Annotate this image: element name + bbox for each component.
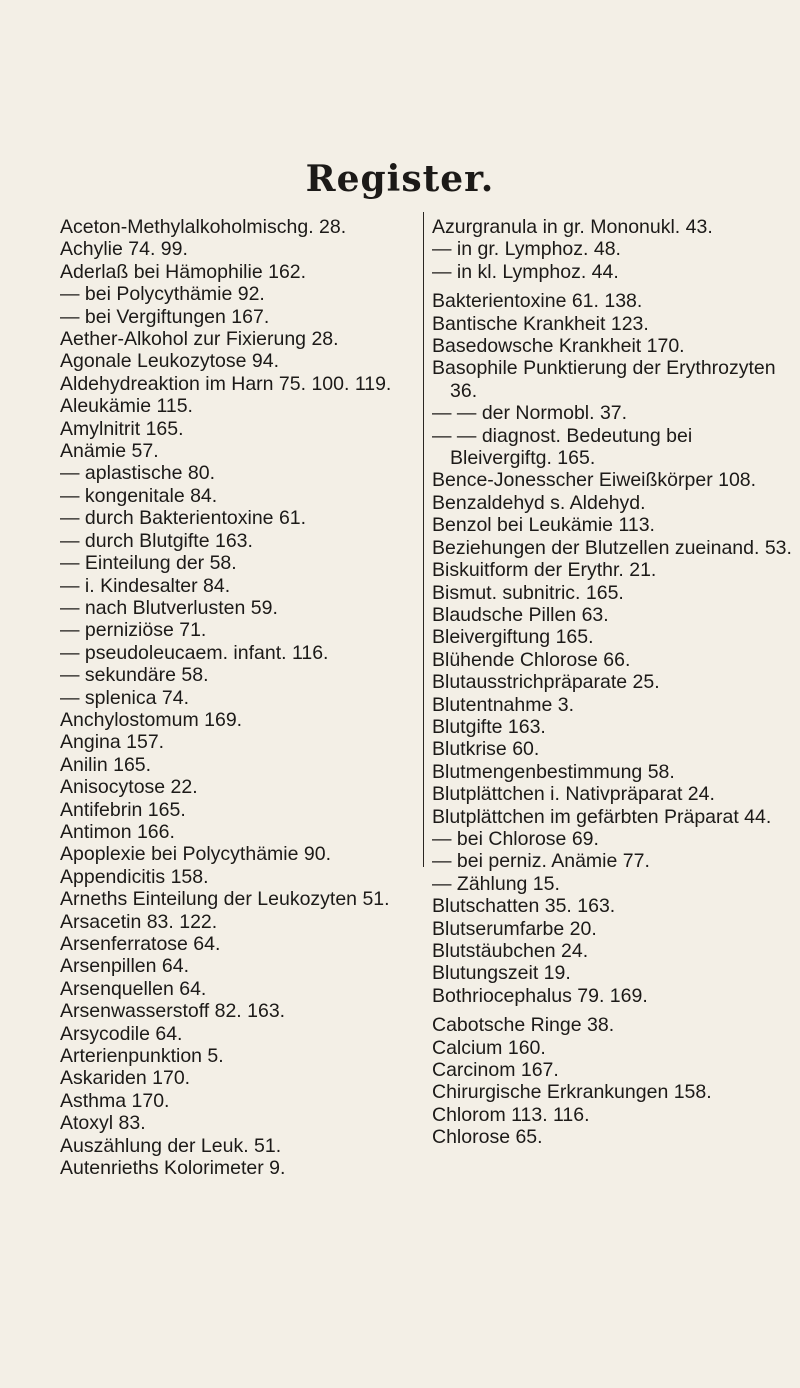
index-entry: Cabotsche Ringe 38. <box>432 1014 615 1037</box>
index-entry: — — diagnost. Bedeutung bei Bleivergiftg. 165. <box>432 424 693 470</box>
index-entry: — bei Polycythämie 92. <box>60 283 265 306</box>
index-entry: Aether-Alkohol zur Fixierung 28. <box>60 328 339 351</box>
column-divider <box>423 212 424 867</box>
index-entry: — pseudoleucaem. infant. 116. <box>60 641 329 664</box>
index-entry: — durch Blutgifte 163. <box>60 529 253 552</box>
index-entry: Arsenferratose 64. <box>60 933 221 955</box>
index-entry: Aceton-Methylalkoholmischg. 28. <box>60 216 347 238</box>
index-entry: Agonale Leukozytose 94. <box>60 350 279 373</box>
index-entry: — perniziöse 71. <box>60 619 207 642</box>
index-entry: Arneths Einteilung der Leukozyten 51. <box>60 888 390 911</box>
index-entry: — — der Normobl. 37. <box>432 402 628 425</box>
index-entry: Arterienpunktion 5. <box>60 1045 224 1068</box>
index-entry: Blutmengenbestimmung 58. <box>432 760 675 783</box>
index-column-left <box>60 216 418 1179</box>
index-entry: Blutschatten 35. 163. <box>432 895 616 918</box>
index-entry: Blutausstrichpräparate 25. <box>432 671 660 694</box>
index-entry: Blutungszeit 19. <box>432 962 571 985</box>
index-entry: Carcinom 167. <box>432 1059 559 1082</box>
index-entry: — aplastische 80. <box>60 462 216 485</box>
index-entry: Amylnitrit 165. <box>60 417 184 440</box>
index-entry: Bantische Krankheit 123. <box>432 312 649 335</box>
index-entry: Askariden 170. <box>60 1067 191 1090</box>
index-entry: Basedowsche Krankheit 170. <box>432 335 685 358</box>
index-entry: Chirurgische Erkrankungen 158. <box>432 1081 712 1104</box>
index-entry: Bence-Jonesscher Eiweißkörper 108. <box>432 469 757 492</box>
index-entry: Blaudsche Pillen 63. <box>432 603 609 626</box>
index-entry: Blutserumfarbe 20. <box>432 917 597 940</box>
index-entry: Appendicitis 158. <box>60 865 209 888</box>
index-entry: Arsacetin 83. 122. <box>60 910 218 933</box>
index-entry: Blutentnahme 3. <box>432 693 575 716</box>
index-entry: Arsenwasserstoff 82. 163. <box>60 1000 286 1023</box>
index-entry: Autenrieths Kolorimeter 9. <box>60 1157 286 1180</box>
index-entry: Bleivergiftung 165. <box>432 626 594 649</box>
index-entry: Aleukämie 115. <box>60 395 193 418</box>
index-entry: Basophile Punktierung der Erythrozyten 36. <box>432 357 776 402</box>
index-entry: Atoxyl 83. <box>60 1112 146 1135</box>
index-entry: — bei perniz. Anämie 77. <box>432 850 650 873</box>
index-entry: Anilin 165. <box>60 753 152 776</box>
index-entry: Anämie 57. <box>60 440 159 463</box>
index-entry: Biskuitform der Erythr. 21. <box>432 559 657 582</box>
index-entry: — in kl. Lymphoz. 44. <box>432 260 619 283</box>
index-entry: Bakterientoxine 61. 138. <box>432 290 643 313</box>
index-entry: Anchylostomum 169. <box>60 708 243 731</box>
page-title: Register. <box>305 158 495 200</box>
index-entry: Azurgranula in gr. Mononukl. 43. <box>432 216 713 238</box>
index-entry: Aldehydreaktion im Harn 75. 100. 119. <box>60 372 392 395</box>
index-entry: Arsenquellen 64. <box>60 977 207 1000</box>
index-entry: — durch Bakterientoxine 61. <box>60 507 307 530</box>
index-entry: Achylie 74. 99. <box>60 238 188 261</box>
index-entry: Blutplättchen im gefärbten Präparat 44. <box>432 805 772 828</box>
index-entry: — nach Blutverlusten 59. <box>60 596 278 619</box>
index-entry: — Einteilung der 58. <box>60 552 237 575</box>
index-entry: Blutgifte 163. <box>432 715 546 738</box>
index-entry: Apoplexie bei Polycythämie 90. <box>60 843 331 866</box>
index-entry: Aderlaß bei Hämophilie 162. <box>60 260 307 283</box>
index-entry: Auszählung der Leuk. 51. <box>60 1134 282 1157</box>
index-entry: — i. Kindesalter 84. <box>60 574 231 597</box>
index-entry: Blutstäubchen 24. <box>432 940 589 962</box>
index-entry: — kongenitale 84. <box>60 484 218 507</box>
index-entry: — in gr. Lymphoz. 48. <box>432 238 621 261</box>
index-entry: Arsenpillen 64. <box>60 955 189 978</box>
index-entry: Benzaldehyd s. Aldehyd. <box>432 491 646 514</box>
index-entry: Chlorose 65. <box>432 1126 543 1149</box>
index-column-right <box>432 216 792 1149</box>
index-entry: Antifebrin 165. <box>60 798 186 821</box>
index-entry: Blühende Chlorose 66. <box>432 648 631 671</box>
index-entry: — Zählung 15. <box>432 872 560 895</box>
index-entry: — sekundäre 58. <box>60 664 209 687</box>
index-entry: Arsycodile 64. <box>60 1022 183 1045</box>
index-entry: — bei Vergiftungen 167. <box>60 305 270 328</box>
index-entry: Bismut. subnitric. 165. <box>432 581 624 604</box>
index-entry: Antimon 166. <box>60 820 175 843</box>
index-entry: — splenica 74. <box>60 686 189 709</box>
index-entry: Benzol bei Leukämie 113. <box>432 514 655 537</box>
index-entry: Beziehungen der Blutzellen zueinand. 53. <box>432 536 792 559</box>
index-entry: Chlorom 113. 116. <box>432 1103 590 1126</box>
index-entry: Calcium 160. <box>432 1036 546 1059</box>
index-entry: Bothriocephalus 79. 169. <box>432 984 648 1007</box>
index-entry: Blutplättchen i. Nativpräparat 24. <box>432 783 715 806</box>
index-entry: Angina 157. <box>60 731 165 754</box>
index-entry: Asthma 170. <box>60 1089 170 1112</box>
index-entry: Anisocytose 22. <box>60 776 198 799</box>
index-entry: — bei Chlorose 69. <box>432 827 599 850</box>
index-entry: Blutkrise 60. <box>432 738 540 761</box>
